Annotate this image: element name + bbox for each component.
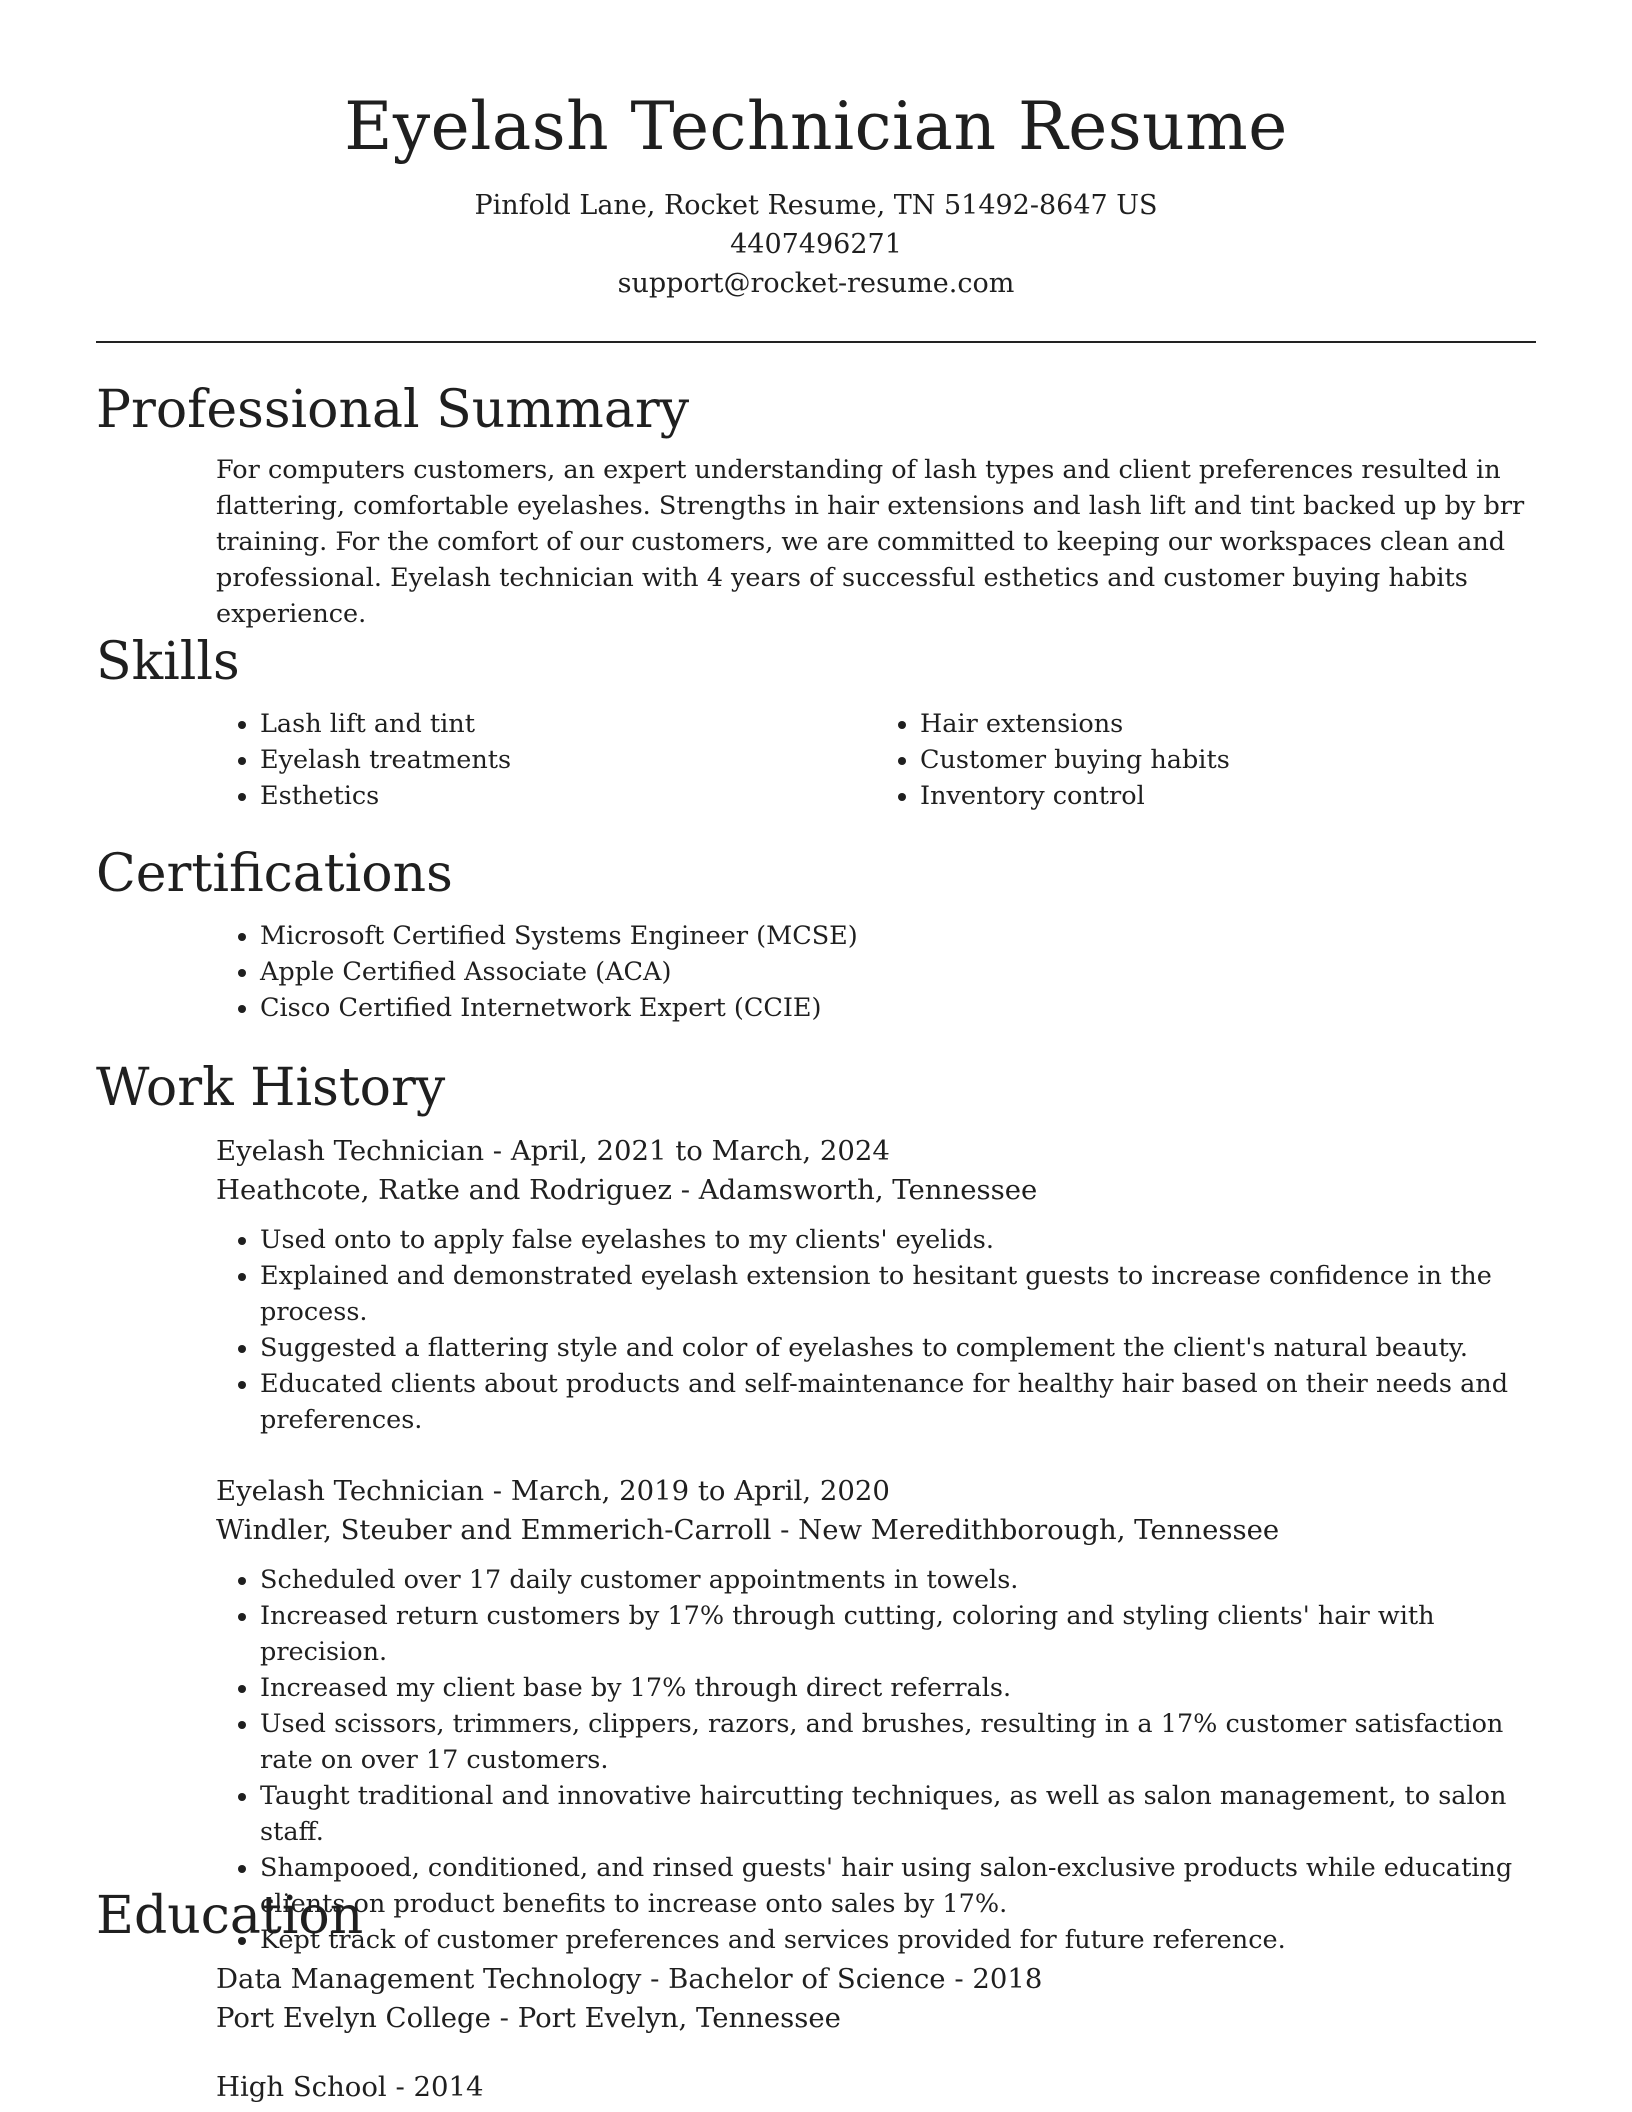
work-history-section — [96, 1056, 1536, 1958]
summary-text: For computers customers, an expert understanding of lash types and client preferences resulted in flattering, comfortable eyelashes. Strengths in hair extensions and lash lift and tint backed up by brr training. For the comfort of our customers, we are committed to keeping our workspaces clean and professional. Eyelash technician with 4 years of successful esthetics and customer buying habits experience. — [216, 455, 1525, 629]
job-title-line: Eyelash Technician - March, 2019 to April, 2020 — [216, 1475, 890, 1507]
education-year: 2014 — [413, 2071, 484, 2103]
job-company-line: Heathcote, Ratke and Rodriguez - Adamsworth, Tennessee — [216, 1174, 1038, 1206]
job-title: Eyelash Technician — [216, 1475, 485, 1507]
job-bullet: • Educated clients about products and self-maintenance for healthy hair based on their needs and preferences. — [260, 1366, 1536, 1438]
header-divider — [96, 341, 1536, 343]
skill-item: • Hair extensions — [920, 706, 1536, 742]
job-bullet: • Increased my client base by 17% through direct referrals. — [260, 1670, 1536, 1706]
phone: 4407496271 — [730, 229, 902, 260]
job-bullets — [96, 1222, 1536, 1438]
education-school-line: Port Evelyn College - Port Evelyn, Tennessee — [216, 2002, 841, 2034]
job-bullet: • Taught traditional and innovative haircutting techniques, as well as salon management, to salon staff. — [260, 1778, 1536, 1850]
job-bullet: • Used onto to apply false eyelashes to my clients' eyelids. — [260, 1222, 1536, 1258]
page-title: Eyelash Technician Resume — [344, 88, 1288, 165]
work-history-heading: Work History — [96, 1058, 446, 1118]
job-location: New Meredithborough, Tennessee — [798, 1514, 1280, 1546]
education-degree-line: Data Management Technology - Bachelor of Science - 2018 — [216, 1963, 1043, 1995]
job-bullet: • Explained and demonstrated eyelash extension to hesitant guests to increase confidence in the process. — [260, 1258, 1536, 1330]
skills-list-right — [876, 706, 1536, 814]
address: Pinfold Lane, Rocket Resume, TN 51492-8647 US — [474, 190, 1158, 221]
job-entry — [216, 1132, 1536, 1438]
skill-item: • Customer buying habits — [920, 742, 1536, 778]
job-location: Adamsworth, Tennessee — [698, 1174, 1038, 1206]
certifications-list — [216, 918, 1536, 1026]
job-title-line: Eyelash Technician - April, 2021 to March, 2024 — [216, 1135, 890, 1167]
skill-item: • Eyelash treatments — [260, 742, 876, 778]
summary-heading: Professional Summary — [96, 380, 690, 440]
education-degree-line: High School - 2014 — [216, 2071, 484, 2103]
skills-grid — [216, 706, 1536, 814]
certification-item: • Microsoft Certified Systems Engineer (MCSE) — [260, 918, 1536, 954]
job-dates: April, 2021 to March, 2024 — [510, 1135, 890, 1167]
job-bullet: • Kept track of customer preferences and services provided for future reference. — [260, 1922, 1536, 1958]
education-school: Port Evelyn College — [216, 2002, 491, 2034]
education-heading: Education — [96, 1886, 364, 1946]
education-entry — [216, 1960, 1536, 2038]
skill-item: • Lash lift and tint — [260, 706, 876, 742]
skills-section — [96, 630, 1536, 814]
skill-item: • Esthetics — [260, 778, 876, 814]
certifications-section — [96, 842, 1536, 1026]
job-company-line: Windler, Steuber and Emmerich-Carroll - New Meredithborough, Tennessee — [216, 1514, 1280, 1546]
job-bullet: • Shampooed, conditioned, and rinsed guests' hair using salon-exclusive products while educating clients on product benefits to increase onto sales by 17%. — [260, 1850, 1536, 1922]
education-degree: Bachelor of Science — [668, 1963, 946, 1995]
job-bullet: • Increased return customers by 17% through cutting, coloring and styling clients' hair with precision. — [260, 1598, 1536, 1670]
education-location: Port Evelyn, Tennessee — [517, 2002, 841, 2034]
education-section — [96, 1884, 1536, 2107]
certification-item: • Apple Certified Associate (ACA) — [260, 954, 1536, 990]
job-title: Eyelash Technician — [216, 1135, 485, 1167]
certification-item: • Cisco Certified Internetwork Expert (CCIE) — [260, 990, 1536, 1026]
summary-section — [96, 378, 1536, 632]
email: support@rocket-resume.com — [617, 268, 1015, 299]
job-bullet: • Suggested a flattering style and color of eyelashes to complement the client's natural beauty. — [260, 1330, 1536, 1366]
certifications-heading: Certifications — [96, 844, 453, 904]
job-dates: March, 2019 to April, 2020 — [510, 1475, 890, 1507]
education-program: High School — [216, 2071, 387, 2103]
contact-info — [0, 186, 1632, 303]
job-company: Windler, Steuber and Emmerich-Carroll — [216, 1514, 772, 1546]
job-bullet: • Scheduled over 17 daily customer appointments in towels. — [260, 1562, 1536, 1598]
education-year: 2018 — [972, 1963, 1043, 1995]
job-company: Heathcote, Ratke and Rodriguez — [216, 1174, 672, 1206]
skills-heading: Skills — [96, 632, 240, 692]
skills-list-left — [216, 706, 876, 814]
education-program: Data Management Technology — [216, 1963, 642, 1995]
job-bullet: • Used scissors, trimmers, clippers, razors, and brushes, resulting in a 17% customer satisfaction rate on over 17 customers. — [260, 1706, 1536, 1778]
education-entry — [216, 2068, 1536, 2107]
skill-item: • Inventory control — [920, 778, 1536, 814]
resume-header — [0, 0, 1632, 303]
